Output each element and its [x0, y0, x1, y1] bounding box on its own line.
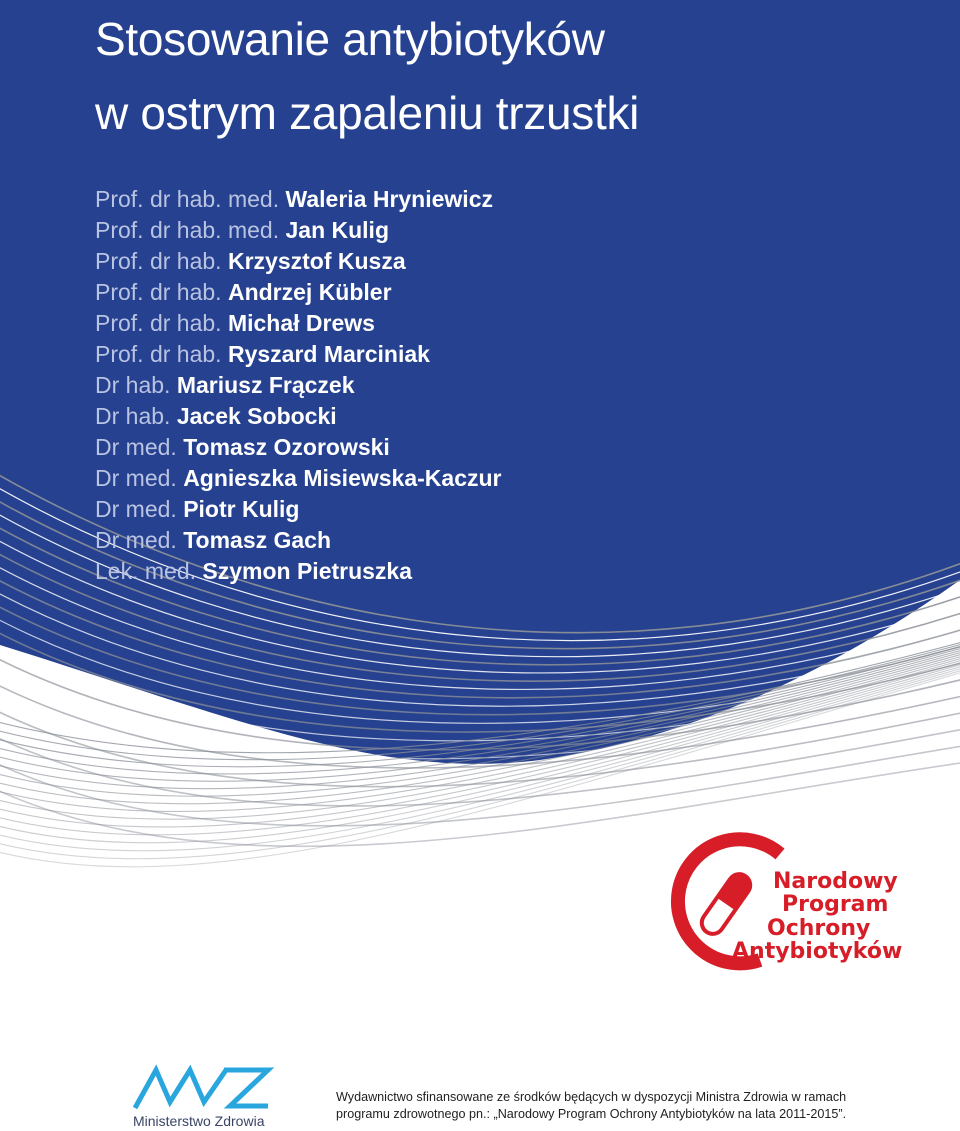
- funding-note: [336, 1089, 896, 1123]
- program-logo: [660, 832, 930, 972]
- title-line-1: Stosowanie antybiotyków: [95, 13, 605, 65]
- program-logo-line: Ochrony: [767, 916, 871, 941]
- author-degree: Prof. dr hab.: [95, 248, 222, 274]
- author-item: [95, 494, 501, 525]
- author-item: [95, 184, 501, 215]
- author-item: [95, 339, 501, 370]
- author-name: Piotr Kulig: [183, 496, 300, 522]
- author-name: Jan Kulig: [285, 217, 389, 243]
- author-item: [95, 432, 501, 463]
- author-item: [95, 277, 501, 308]
- document-title: [95, 2, 639, 150]
- author-item: [95, 463, 501, 494]
- author-degree: Dr med.: [95, 434, 177, 460]
- author-item: [95, 370, 501, 401]
- author-name: Michał Drews: [227, 310, 375, 336]
- author-degree: Prof. dr hab.: [95, 310, 222, 336]
- author-degree: Prof. dr hab. med.: [95, 217, 280, 243]
- author-name: Agnieszka Misiewska-Kaczur: [183, 465, 502, 491]
- author-item: [95, 401, 501, 432]
- author-name: Jacek Sobocki: [176, 403, 337, 429]
- author-item: [95, 246, 501, 277]
- author-degree: Dr hab.: [95, 372, 171, 398]
- author-name: Tomasz Gach: [183, 527, 332, 553]
- funding-line: programu zdrowotnego pn.: „Narodowy Program Ochrony Antybiotyków na lata 2011-2015”.: [336, 1107, 847, 1121]
- author-degree: Dr med.: [95, 527, 177, 553]
- author-degree: Prof. dr hab.: [95, 279, 222, 305]
- program-logo-line: Program: [782, 892, 889, 917]
- author-name: Waleria Hryniewicz: [285, 186, 493, 212]
- author-item: [95, 556, 501, 587]
- ministry-logo-label: Ministerstwo Zdrowia: [133, 1113, 265, 1129]
- author-degree: Dr med.: [95, 496, 177, 522]
- author-item: [95, 525, 501, 556]
- author-degree: Lek. med.: [95, 558, 196, 584]
- title-line-2: w ostrym zapaleniu trzustki: [95, 87, 640, 139]
- author-name: Krzysztof Kusza: [227, 248, 406, 274]
- author-name: Szymon Pietruszka: [202, 558, 413, 584]
- author-list: [95, 184, 501, 587]
- author-degree: Prof. dr hab. med.: [95, 186, 280, 212]
- author-name: Tomasz Ozorowski: [183, 434, 390, 460]
- author-item: [95, 308, 501, 339]
- author-item: [95, 215, 501, 246]
- author-name: Andrzej Kübler: [227, 279, 392, 305]
- author-name: Mariusz Frączek: [176, 372, 355, 398]
- program-logo-line: Narodowy: [773, 869, 898, 894]
- funding-line: Wydawnictwo sfinansowane ze środków będących w dyspozycji Ministra Zdrowia w ramach: [336, 1090, 847, 1104]
- program-logo-line: Antybiotyków: [732, 939, 903, 964]
- author-degree: Prof. dr hab.: [95, 341, 222, 367]
- author-degree: Dr med.: [95, 465, 177, 491]
- author-name: Ryszard Marciniak: [227, 341, 430, 367]
- author-degree: Dr hab.: [95, 403, 171, 429]
